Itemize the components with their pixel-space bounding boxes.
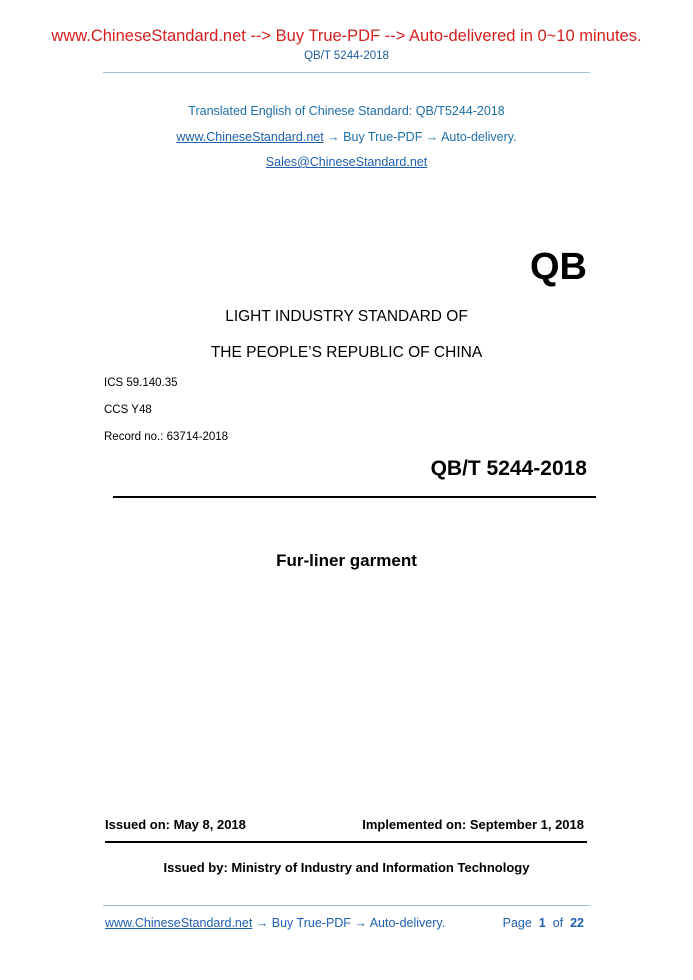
email-link[interactable]: Sales@ChineseStandard.net bbox=[265, 155, 428, 169]
page-indicator bbox=[503, 916, 584, 930]
header-divider bbox=[103, 72, 590, 73]
email-line bbox=[0, 155, 693, 169]
translation-purchase-line bbox=[0, 130, 693, 144]
qb-logo: QB bbox=[530, 246, 587, 288]
issued-date: Issued on: May 8, 2018 bbox=[105, 817, 246, 832]
site-link[interactable]: www.ChineseStandard.net bbox=[176, 130, 324, 144]
footer-purchase-line bbox=[105, 916, 445, 930]
footer-divider bbox=[103, 905, 590, 906]
standard-category-line2: THE PEOPLE’S REPUBLIC OF CHINA bbox=[210, 344, 483, 361]
implementation-date: Implemented on: September 1, 2018 bbox=[362, 817, 584, 832]
top-banner[interactable]: www.ChineseStandard.net --> Buy True-PDF --> Auto-delivered in 0~10 minutes. bbox=[51, 27, 642, 45]
footer-site-link[interactable]: www.ChineseStandard.net bbox=[105, 916, 253, 930]
document-title: Fur-liner garment bbox=[276, 551, 417, 570]
ccs-code: CCS Y48 bbox=[104, 404, 152, 416]
title-divider bbox=[113, 496, 596, 498]
standard-number: QB/T 5244-2018 bbox=[430, 457, 587, 480]
translation-notice: Translated English of Chinese Standard: QB/T5244-2018 bbox=[188, 104, 505, 118]
page-of: of bbox=[552, 916, 564, 930]
standard-category-line1: LIGHT INDUSTRY STANDARD OF bbox=[225, 308, 468, 325]
footer-purchase-text: → Buy True-PDF → Auto-delivery. bbox=[252, 916, 446, 930]
dates-divider bbox=[105, 841, 587, 843]
page-total: 22 bbox=[570, 916, 584, 930]
issuing-authority: Issued by: Ministry of Industry and Information Technology bbox=[163, 860, 530, 875]
page-label: Page bbox=[502, 916, 532, 930]
header-doc-code: QB/T 5244-2018 bbox=[304, 50, 389, 62]
record-number: Record no.: 63714-2018 bbox=[104, 431, 229, 443]
page-current: 1 bbox=[538, 916, 546, 930]
purchase-text: → Buy True-PDF → Auto-delivery. bbox=[323, 130, 517, 144]
ics-code: ICS 59.140.35 bbox=[104, 377, 178, 389]
